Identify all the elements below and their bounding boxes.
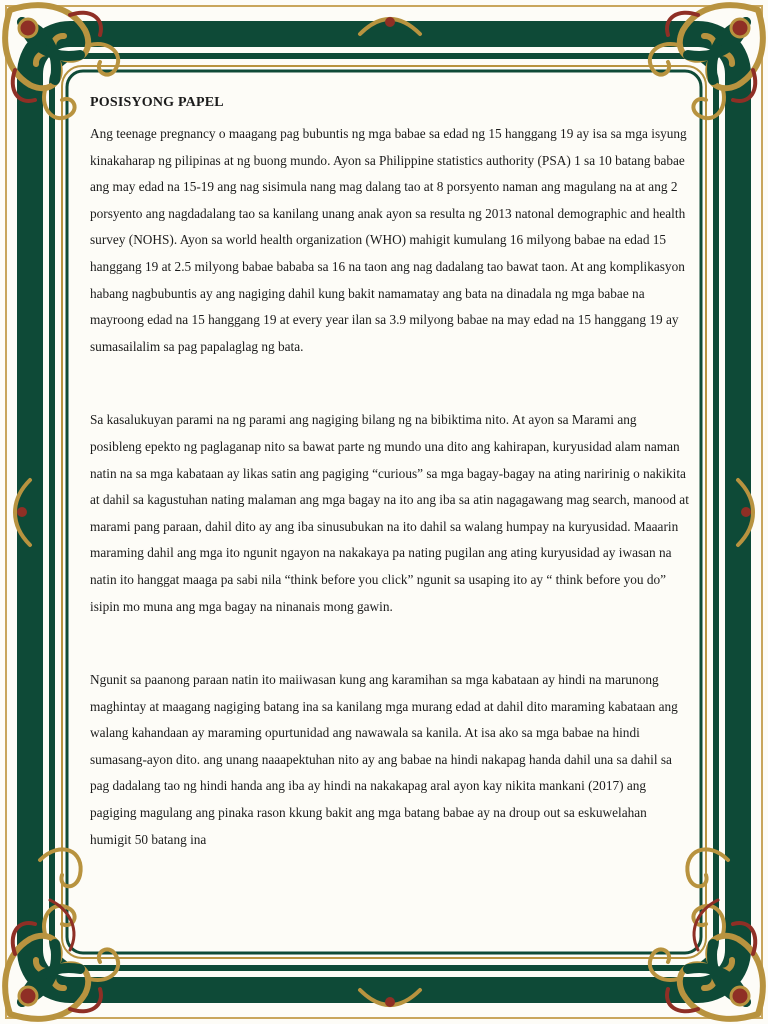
document-title: POSISYONG PAPEL xyxy=(90,95,224,110)
paragraph-2: Sa kasalukuyan parami na ng parami ang nagiging bilang ng na bibiktima nito. At ayon sa Marami ang posibleng epekto ng paglaganap nito sa bawat parte ng mundo una dito ang kahirapan, kuryusidad alam naman natin na sa mga kabataan ay likas satin ang pagiging “curious” sa mga bagay-bagay na ating naririnig o nakikita at dahil sa kagustuhan nating malaman ang mga bagay na ito ang iba sa atin nagagawang mag search, manood at marami pang paraan, dahil dito ay ang iba sinusubukan na ito dahil sa walang humpay na kuryusidad. Maaarin maraming dahil ang mga ito ngunit ngayon na nakakaya pa nating pugilan ang ating kuryusidad ay iwasan na natin ito hanggat maaga pa sabi nila “think before you click” ngunit sa usaping ito ay “ think before you do” isipin mo muna ang mga bagay na ninanais mong gawin. xyxy=(90,412,689,614)
paragraph-3: Ngunit sa paanong paraan natin ito maiiwasan kung ang karamihan sa mga kabataan ay hindi na marunong maghintay at maagang nagiging batang ina sa kanilang mga murang edad at dahil dito maraming kabataan ang walang kahandaan ay maraming opurtunidad ang nawawala sa kanila. At isa ako sa mga babae na hindi sumasang-ayon dito. ang unang naaapektuhan nito ay ang babae na hindi nakapag handa dahil una sa dahil sa pag dadalang tao ng hindi handa ang iba ay hindi na nakakapag aral ayon kay nikita mankani (2017) ang pagiging magulang ang pinaka rason kkung bakit ang mga batang babae ay na droup out sa eskuwelahan humigit 50 batang ina xyxy=(90,672,678,847)
paragraph-1: Ang teenage pregnancy o maagang pag bubuntis ng mga babae sa edad ng 15 hanggang 19 ay isa sa mga isyung kinakaharap ng pilipinas at ng buong mundo. Ayon sa Philippine statistics authority (PSA) 1 sa 10 batang babae ang may edad na 15-19 ang nag sisimula nang mag dalang tao at 8 porsyento naman ang magulang na at ang 2 porsyento ang nagdadalang tao sa kanilang unang anak ayon sa resulta ng 2013 natonal demographic and health survey (NOHS). Ayon sa world health organization (WHO) mahigit kumulang 16 milyong babae na edad 15 hanggang 19 at 2.5 milyong babae bababa sa 16 na taon ang nag dadalang tao bawat taon. At ang komplikasyon habang nagbubuntis ay ang nagiging dahil kung bakit namamatay ang bata na dinadala ng mga babae na mayroong edad na 15 hanggang 19 at every year ilan sa 3.9 milyong babae na may edad na 15 hanggang 19 ay sumasailalim sa pag papalaglag ng bata. xyxy=(90,126,687,354)
document-body xyxy=(90,88,690,918)
